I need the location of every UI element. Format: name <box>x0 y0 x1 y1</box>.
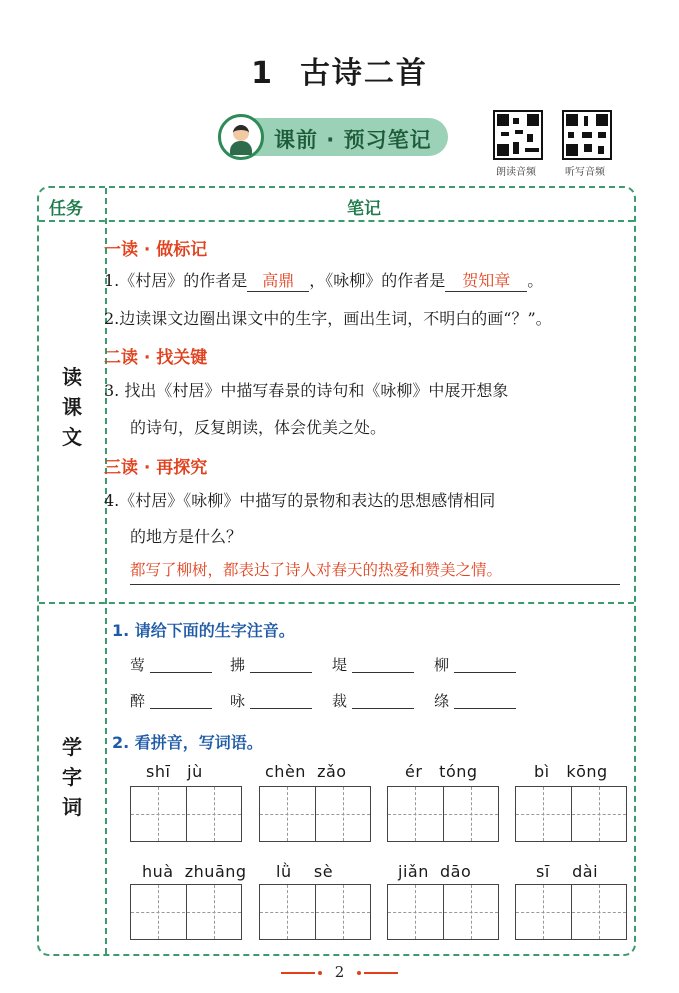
pinyin-blank[interactable] <box>250 708 312 709</box>
preview-notes-banner <box>222 118 448 156</box>
char-item: 堤 <box>332 656 348 674</box>
section-first-read: 一读 · 做标记 <box>104 240 208 260</box>
banner-label: 课前 · 预习笔记 <box>274 128 432 152</box>
pinyin-label: lǜ sè <box>276 862 334 881</box>
question-4-line-1: 4.《村居》《咏柳》中描写的景物和表达的思想感情相同 <box>104 491 496 510</box>
char-item: 裁 <box>332 692 348 710</box>
writing-grid[interactable] <box>515 786 627 842</box>
writing-grid[interactable] <box>515 884 627 940</box>
writing-grid[interactable] <box>259 884 371 940</box>
answer-author-2: 贺知章 <box>445 268 527 292</box>
question-1: 1.《村居》的作者是 高鼎 ，《咏柳》的作者是 贺知章 。 <box>104 268 543 292</box>
char-item: 拂 <box>230 656 246 674</box>
pinyin-label: jiǎn dāo <box>398 862 472 881</box>
question-3-line-1: 3. 找出《村居》中描写春景的诗句和《咏柳》中展开想象 <box>104 381 509 400</box>
pinyin-blank[interactable] <box>352 672 414 673</box>
section-second-read: 二读 · 找关键 <box>104 348 208 368</box>
pinyin-blank[interactable] <box>454 672 516 673</box>
pinyin-blank[interactable] <box>150 672 212 673</box>
header-task: 任务 <box>49 199 83 219</box>
lesson-title-text: 古诗二首 <box>299 56 428 91</box>
pinyin-label: chèn zǎo <box>265 762 347 781</box>
qr-code-icon[interactable] <box>493 110 543 160</box>
pinyin-blank[interactable] <box>250 672 312 673</box>
pinyin-label: huà zhuāng <box>142 862 247 881</box>
answer-author-1: 高鼎 <box>247 268 309 292</box>
writing-grid[interactable] <box>259 786 371 842</box>
pinyin-label: sī dài <box>536 862 599 881</box>
question-3-line-2: 的诗句，反复朗读，体会优美之处。 <box>130 418 387 437</box>
writing-grid[interactable] <box>387 884 499 940</box>
char-item: 醉 <box>130 692 146 710</box>
lesson-number: 1 <box>251 56 274 91</box>
pinyin-label: ér tóng <box>405 762 478 781</box>
question-4-line-2: 的地方是什么？ <box>130 527 243 546</box>
question-write-words: 2. 看拼音，写词语。 <box>112 733 263 752</box>
char-item: 咏 <box>230 692 246 710</box>
question-2: 2.边读课文边圈出课文中的生字，画出生词，不明白的画“？”。 <box>104 309 552 328</box>
writing-grid[interactable] <box>387 786 499 842</box>
student-avatar-icon <box>218 114 264 160</box>
answer-question-4: 都写了柳树，都表达了诗人对春天的热爱和赞美之情。 <box>130 558 620 585</box>
section-third-read: 三读 · 再探究 <box>104 458 208 478</box>
row-label-read: 读 课 文 <box>62 365 82 449</box>
pinyin-blank[interactable] <box>150 708 212 709</box>
char-item: 莺 <box>130 656 146 674</box>
pinyin-blank[interactable] <box>454 708 516 709</box>
char-item: 绦 <box>434 692 450 710</box>
question-pinyin: 1. 请给下面的生字注音。 <box>112 621 295 640</box>
lesson-title <box>0 48 679 92</box>
writing-grid[interactable] <box>130 786 242 842</box>
qr-caption: 听写音频 <box>565 167 605 178</box>
page-footer <box>0 962 679 981</box>
page-number: 2 <box>334 963 345 981</box>
char-item: 柳 <box>434 656 450 674</box>
pinyin-blank[interactable] <box>352 708 414 709</box>
writing-grid[interactable] <box>130 884 242 940</box>
row-label-words: 学 字 词 <box>62 735 82 819</box>
qr-code-icon[interactable] <box>562 110 612 160</box>
pinyin-label: shī jù <box>146 762 203 781</box>
header-notes: 笔记 <box>347 199 381 219</box>
qr-caption: 朗读音频 <box>496 167 536 178</box>
pinyin-label: bì kōng <box>534 762 608 781</box>
